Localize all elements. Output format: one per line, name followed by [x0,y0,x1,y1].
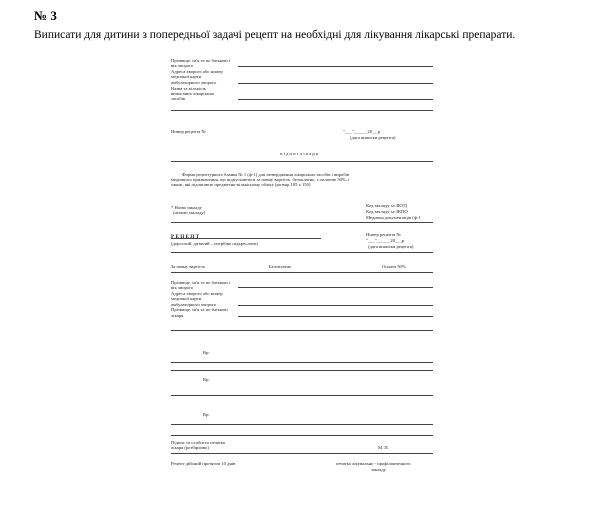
fill-line [238,83,433,84]
footer-signature: лікаря (розбірливо) [171,445,209,450]
divider [171,161,433,162]
field-label: вік хворого [171,63,194,68]
divider [171,252,433,253]
fill-line [171,330,433,331]
divider [171,272,433,273]
form-description: медичного призначення, що відпускаються за повну вартість, безоплатно, з оплатою 50%, і [171,177,350,182]
code-label: Код закладу за ЗКПО [366,209,408,214]
date-mid: "___"______20___р [366,238,405,243]
fill-line [238,287,433,288]
fill-line [171,424,433,425]
recipe-number-label: Номер рецепта № [171,129,206,134]
divider [171,238,321,239]
fill-line [171,370,433,371]
validity-note: Рецепт дійсний протягом 10 днів [171,461,236,466]
clinic-stamp: печатка лікувально - профілактичного [336,461,411,466]
divider [171,453,433,454]
patient-field: лікаря [171,313,184,318]
fill-line [171,110,433,111]
payment-option: За повну вартість [171,264,206,269]
rp-label: Rp: [203,377,210,382]
date-mid-caption: (дата виписки рецепта) [368,244,414,249]
date-top-caption: (дата виписки рецепта) [350,135,396,140]
patient-field: амбулаторного хворого [171,302,217,307]
clinic-stamp: закладу [371,467,387,472]
fill-line [171,435,433,436]
pharmacy-stamp: (штамп закладу) [173,210,206,215]
task-text: Виписати для дитини з попередньої задачі рецепт на необхідні для лікування лікарські препарати. [34,29,516,41]
recipe-subtitle: (дорослий, дитячий – потрібне підкреслити) [171,241,258,246]
patient-field: медичної карти [171,296,202,301]
rp-label: Rp: [203,350,210,355]
rp-label: Rp: [203,412,210,417]
footer-signature: Підпис та особиста печатка [171,440,225,445]
divider [171,222,433,223]
field-label: амбулаторного хворого [171,80,217,85]
recipe-title: Р Е Ц Е П Т [171,234,200,240]
payment-option: Безоплатно [269,264,292,269]
field-label: медичної карти [171,74,202,79]
patient-field: Адреса хворого або номер [171,291,223,296]
task-number: № 3 [34,8,57,23]
patient-field: вік хворого [171,285,194,290]
fill-line [238,66,433,67]
code-label: Медична документація (ф-1 [366,215,421,220]
recipe-number2: Номер рецепта № [366,232,401,237]
field-label: Адреса хворого або номер [171,69,223,74]
doctor-signature: п і д п и с л і к а р я [280,151,318,156]
code-label: Код закладу за ЗКУД [366,203,407,208]
pharmacy-name: * Назва закладу [171,205,202,210]
field-label: виписаних лікарських [171,91,215,96]
fill-line [171,395,433,396]
patient-field: Прізвище, ім'я та по батькові [171,307,228,312]
field-label: Прізвище, ім'я та по батькові і [171,58,231,63]
form-description: також, які підлягають предметно-кількісному обліку (розмір 105 х 150) [171,182,311,187]
payment-option: Оплата 50% [382,264,406,269]
fill-line [238,99,433,100]
patient-field: Прізвище, ім'я та по батькові і [171,280,231,285]
prescription-form [168,58,440,478]
fill-line [238,305,433,306]
mp-label: М. П. [378,445,389,450]
date-top: "___"______20__ р [343,129,381,134]
fill-line [171,362,433,363]
form-description: Форма рецептурного бланка № 1 (ф-1) для затвердження лікарських засобів і виробів [182,172,349,177]
field-label: засобів [171,96,185,101]
field-label: Назва та кількість [171,86,207,91]
fill-line [238,316,433,317]
